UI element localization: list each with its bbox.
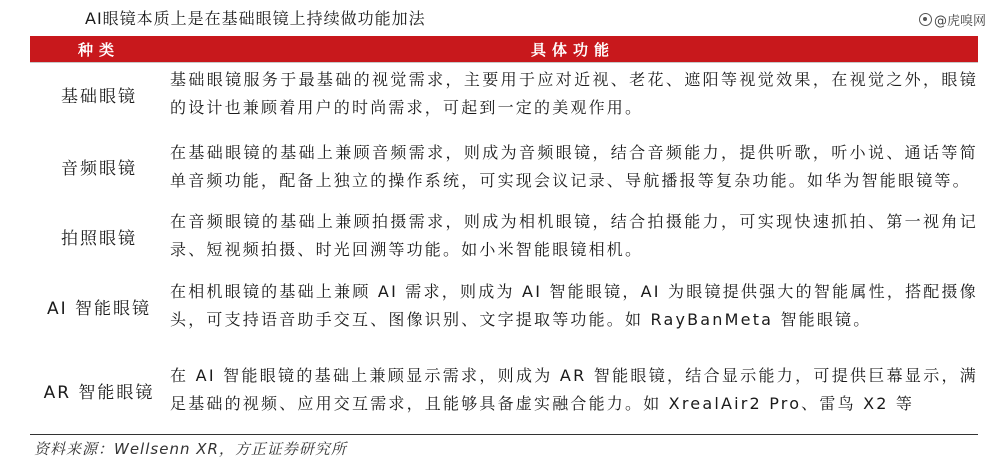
function-table — [30, 36, 978, 435]
table-row — [30, 208, 978, 264]
watermark-text: @虎嗅网 — [933, 14, 986, 29]
description-cell: 基础眼镜服务于最基础的视觉需求，主要用于应对近视、老花、遮阳等视觉效果，在视觉之外，眼镜的设计也兼顾着用户的时尚需求，可起到一定的美观作用。 — [170, 70, 978, 117]
table-row — [30, 125, 978, 208]
table-row — [30, 63, 978, 125]
watermark — [919, 10, 986, 29]
category-cell: 基础眼镜 — [61, 86, 137, 107]
table-bottom-rule — [30, 434, 978, 435]
huxiu-logo-icon — [919, 13, 932, 26]
description-cell: 在音频眼镜的基础上兼顾拍摄需求，则成为相机眼镜，结合拍摄能力，可实现快速抓拍、第一视角记录、短视频拍摄、时光回溯等功能。如小米智能眼镜相机。 — [170, 212, 978, 259]
page-title: AI眼镜本质上是在基础眼镜上持续做功能加法 — [85, 9, 426, 28]
header-functions: 具体功能 — [530, 40, 615, 59]
category-cell: AI 智能眼镜 — [46, 298, 152, 319]
category-cell: AR 智能眼镜 — [43, 382, 155, 403]
description-cell: 在 AI 智能眼镜的基础上兼顾显示需求，则成为 AR 智能眼镜，结合显示能力，可提供巨幕显示，满足基础的视频、应用交互需求，且能够具备虚实融合能力。如 XrealAir2 Pro、雷鸟 X2 等 — [170, 366, 978, 413]
table-header — [30, 36, 978, 63]
table-row — [30, 264, 978, 348]
source-note: 资料来源：Wellsenn XR，方正证券研究所 — [34, 440, 347, 458]
category-cell: 拍照眼镜 — [61, 228, 137, 249]
header-category: 种类 — [77, 40, 120, 59]
description-cell: 在相机眼镜的基础上兼顾 AI 需求，则成为 AI 智能眼镜，AI 为眼镜提供强大的智能属性，搭配摄像头，可支持语音助手交互、图像识别、文字提取等功能。如 RayBanMeta 智能眼镜。 — [170, 282, 978, 329]
description-cell: 在基础眼镜的基础上兼顾音频需求，则成为音频眼镜，结合音频能力，提供听歌，听小说、通话等简单音频功能，配备上独立的操作系统，可实现会议记录、导航播报等复杂功能。如华为智能眼镜等。 — [170, 142, 978, 190]
table-row — [30, 348, 978, 432]
category-cell: 音频眼镜 — [61, 159, 137, 179]
